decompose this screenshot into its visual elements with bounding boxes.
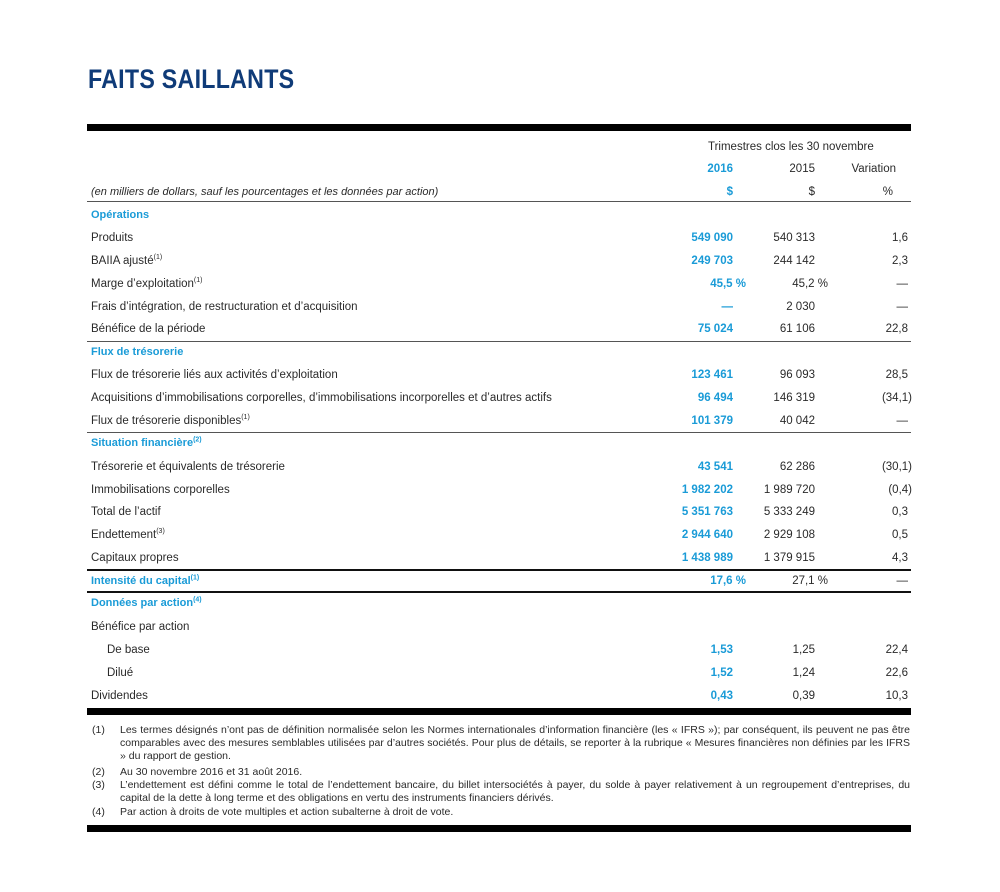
value-variation: 4,3 [892,552,908,564]
table-row [0,483,1000,497]
section-cash-flow: Flux de trésorerie [91,346,184,358]
row-label: Dividendes [91,690,148,702]
table-row [0,505,1000,519]
bottom-rule [87,825,911,832]
divider [87,201,911,202]
value-2015: 2 929 108 [763,529,815,541]
value-variation: 1,6 [892,232,908,244]
value-variation: 22,4 [885,644,908,656]
value-2015: 2 030 [786,301,815,313]
value-2016: 0,43 [710,690,733,702]
row-label: Bénéfice de la période [91,323,206,335]
value-variation: 22,8 [885,323,908,335]
table-row [0,528,1000,542]
value-2015: 62 286 [779,461,815,473]
value-2016: 17,6 % [710,575,746,587]
table-row [0,666,1000,680]
divider [87,591,911,593]
table-row [0,414,1000,428]
table-row [0,643,1000,657]
value-2016: 101 379 [691,415,733,427]
value-2015: 146 319 [773,392,815,404]
unit-note: (en milliers de dollars, sauf les pourcentages et les données par action) [91,186,439,198]
row-label: Immobilisations corporelles [91,484,230,496]
row-label: Flux de trésorerie disponibles$^{(1)}$ [91,414,250,427]
unit-variation: % [882,186,893,198]
value-2015: 61 106 [779,323,815,335]
value-2016: 1 438 989 [681,552,733,564]
value-2015: 27,1 % [792,575,828,587]
table-row [0,689,1000,703]
value-2015: 40 042 [779,415,815,427]
table-row [0,277,1000,291]
table-bottom-rule [87,708,911,715]
value-2015: 5 333 249 [763,506,815,518]
value-2016: 1,52 [710,667,733,679]
footnote-text: Par action à droits de vote multiples et action subalterne à droit de vote. [120,806,454,818]
value-variation: 10,3 [885,690,908,702]
footnote-number: (2) [92,766,105,778]
value-2016: 75 024 [697,323,733,335]
table-row [0,551,1000,565]
footnote-text: L’endettement est défini comme le total de l’endettement bancaire, du billet intersociétés à payer, du solde à payer relativement à un regroupement d’entreprises, du capital de la dette à long terme et des obligations en vertu des instruments financiers dérivés. [120,779,910,804]
table-row [0,574,1000,588]
column-header-2015: 2015 [789,163,815,175]
value-variation: (34,1) [881,392,912,404]
value-variation: 28,5 [885,369,908,381]
footnote-number: (4) [92,806,105,818]
period-header: Trimestres clos les 30 novembre [708,141,874,153]
value-variation: 0,3 [892,506,908,518]
value-2015: 45,2 % [792,278,828,290]
value-2016: 96 494 [697,392,733,404]
value-variation: (30,1) [881,461,912,473]
table-row [0,254,1000,268]
value-variation: 2,3 [892,255,908,267]
divider [87,432,911,433]
footnote-text: Les termes désignés n’ont pas de définition normalisée selon les Normes internationales d’information financière (les « IFRS »); par conséquent, ils peuvent ne pas être comparables avec des mesures semblables utilisées par d’autres sociétés. Pour plus de détails, se reporter à la rubrique « Mesures financières non définies par les IFRS » du rapport de gestion. [120,724,910,762]
section-capital-intensity: Intensité du capital$^{(1)}$ [91,574,200,587]
row-label: Bénéfice par action [91,621,190,633]
row-label: Endettement$^{(3)}$ [91,528,165,541]
divider [87,569,911,571]
value-variation: — [896,575,908,587]
page-title: FAITS SAILLANTS [88,64,295,94]
table-row [0,460,1000,474]
value-2015: 540 313 [773,232,815,244]
divider [87,341,911,342]
unit-2016: $ [726,186,733,198]
value-variation: 22,6 [885,667,908,679]
value-2015: 96 093 [779,369,815,381]
row-label: Capitaux propres [91,552,179,564]
value-variation: — [896,301,908,313]
section-operations: Opérations [91,209,150,221]
value-2016: 43 541 [697,461,733,473]
row-label: Acquisitions d’immobilisations corporelles, d’immobilisations incorporelles et d’autres actifs [91,392,552,404]
column-header-variation: Variation [851,163,896,175]
value-2016: 123 461 [691,369,733,381]
value-2015: 1 989 720 [763,484,815,496]
value-2016: 549 090 [691,232,733,244]
column-header-2016: 2016 [707,163,733,175]
row-label: Frais d’intégration, de restructuration et d’acquisition [91,301,358,313]
table-row [0,620,1000,634]
value-variation: — [896,415,908,427]
footnote-number: (1) [92,724,105,736]
value-2015: 244 142 [773,255,815,267]
value-2016: 1,53 [710,644,733,656]
table-row [0,368,1000,382]
row-label: Flux de trésorerie liés aux activités d’exploitation [91,369,338,381]
value-variation: 0,5 [892,529,908,541]
table-row [0,391,1000,405]
value-2015: 1 379 915 [763,552,815,564]
footnote-text: Au 30 novembre 2016 et 31 août 2016. [120,766,303,778]
footnote-number: (3) [92,779,105,791]
unit-2015: $ [808,186,815,198]
row-label: Total de l’actif [91,506,161,518]
section-financial-position: Situation financière$^{(2)}$ [91,436,202,449]
value-2016: — [721,301,733,313]
value-2016: 45,5 % [710,278,746,290]
value-2016: 1 982 202 [681,484,733,496]
value-2016: 2 944 640 [681,529,733,541]
section-per-share-data: Données par action$^{(4)}$ [91,596,202,609]
row-label: Produits [91,232,134,244]
value-2015: 1,24 [792,667,815,679]
row-label: BAIIA ajusté$^{(1)}$ [91,254,163,267]
top-rule [87,124,911,131]
value-2015: 0,39 [792,690,815,702]
value-variation: — [896,278,908,290]
value-2015: 1,25 [792,644,815,656]
row-label: Marge d’exploitation$^{(1)}$ [91,277,203,290]
row-label: De base [107,644,150,656]
value-2016: 5 351 763 [681,506,733,518]
table-row [0,300,1000,314]
table-row [0,322,1000,336]
value-variation: (0,4) [888,484,912,496]
table-row [0,231,1000,245]
row-label: Trésorerie et équivalents de trésorerie [91,461,285,473]
row-label: Dilué [107,667,134,679]
value-2016: 249 703 [691,255,733,267]
